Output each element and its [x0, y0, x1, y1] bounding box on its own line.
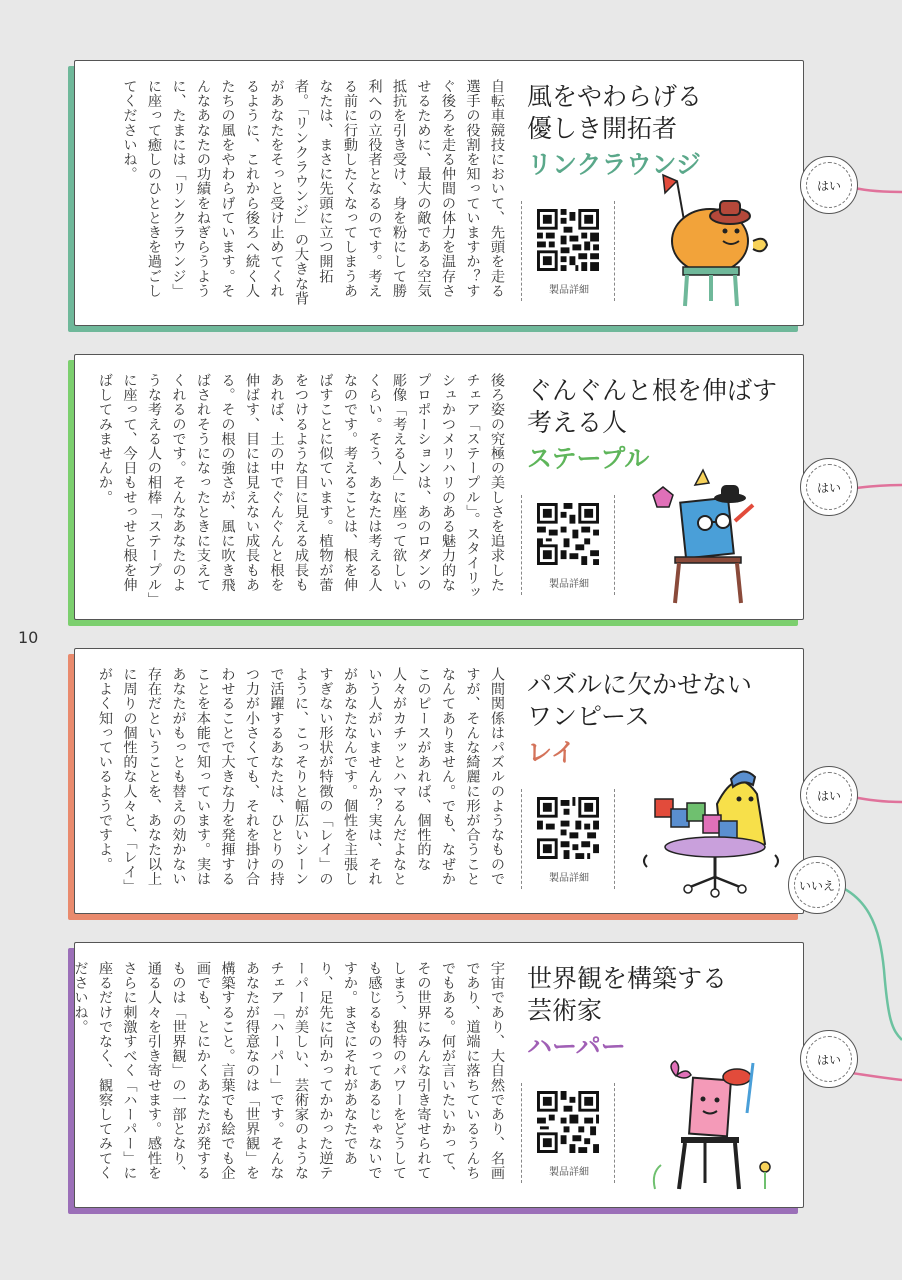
- artist-chair-character-icon: [635, 1053, 785, 1193]
- product-name: レイ: [527, 738, 576, 767]
- card-body: [74, 648, 804, 914]
- qr-section[interactable]: [521, 789, 615, 889]
- yes-badge[interactable]: [800, 156, 858, 214]
- qr-section[interactable]: [521, 495, 615, 595]
- yes-badge[interactable]: [800, 766, 858, 824]
- title-line-2: 考える人: [527, 408, 628, 437]
- title-line-2: ワンピース: [527, 702, 650, 731]
- yes-badge[interactable]: [800, 458, 858, 516]
- qr-code-icon[interactable]: [537, 797, 599, 859]
- qr-code-icon[interactable]: [537, 1091, 599, 1153]
- card-title: [527, 669, 797, 769]
- card-body: [74, 942, 804, 1208]
- card-body-text: 自転車競技において、先頭を走る選手の役割を知っていますか？すぐ後ろを走る仲間の体力を温存させるために、最大の敵である空気抵抗を引き受け、身を粉にして勝利への立役者となるのです。考える前に行動したくなってしまうあなたは、まさに先頭に立つ開拓者。「リンクラウンジ」の大きな背があなたをそっと受け止めてくれるように、これから後ろへ続く人たちの風をやわらげています。そんなあなたの功績をねぎらうように、たまには「リンクラウンジ」に座って癒しのひとときを過ごしてくださいね。: [121, 79, 505, 306]
- qr-label: 製品詳細: [549, 1167, 589, 1178]
- card-body: [74, 60, 804, 326]
- qr-section[interactable]: [521, 201, 615, 301]
- card-body: [74, 354, 804, 620]
- yes-badge[interactable]: [800, 1030, 858, 1088]
- yes-badge-label: はい: [816, 788, 841, 803]
- yes-badge-label: はい: [816, 178, 841, 193]
- card-body-text: 宇宙であり、大自然であり、名画であり、道端に落ちているうんちでもある。何が言いたいかって、その世界にみんな引き寄せられてしまう、独特のパワーをどうしても感じるものってあるじゃないですか。まさにそれがあなたであり、足先に向かってかかった逆テーパーが美しい、芸術家のようなチェア「ハーパー」です。そんなあなたが得意なのは「世界観」を構築すること。言葉でも絵でも企画でも、とにかくあなたが発するものは「世界観」の一部となり、通る人々を引き寄せます。感性をさらに刺激すべく「ハーパー」に座るだけでなく、観察してみてくださいね。: [72, 961, 505, 1180]
- card-title: [527, 81, 797, 181]
- qr-label: 製品詳細: [549, 873, 589, 884]
- puzzle-chair-character-icon: [635, 759, 785, 899]
- yes-badge-label: はい: [816, 480, 841, 495]
- qr-label: 製品詳細: [549, 579, 589, 590]
- card-body-text: 後ろ姿の究極の美しさを追求したチェア「ステープル」。スタイリッシュかつメリハリのある魅力的なプロポーションは、あのロダンの彫像「考える人」に座って欲しいくらい。そう、あなたは考える人なのです。考えることは、根を伸ばすことに似ています。植物が蕾をつけるような目に見える成長もあれば、土の中でぐんぐんと根を伸ばす、目には見えない成長もある。その根の強さが、風に吹き飛ばされそうになったときに支えてくれるのです。そんなあなたのような考える人の相棒「ステープル」に座って、今日もせっせと根を伸ばしてみませんか。: [97, 373, 505, 600]
- card-ray: [68, 648, 804, 920]
- title-line-2: 優しき開拓者: [527, 114, 678, 143]
- card-link-lounge: [68, 60, 804, 332]
- card-title: [527, 963, 797, 1063]
- title-line-1: 風をやわらげる: [527, 82, 703, 111]
- product-name: リンクラウンジ: [527, 150, 701, 179]
- no-badge-label: いいえ: [798, 878, 835, 893]
- qr-code-icon[interactable]: [537, 209, 599, 271]
- product-name: ステープル: [527, 444, 650, 473]
- flag-chair-character-icon: [635, 171, 785, 311]
- page-number: 10: [18, 628, 39, 647]
- product-name: ハーパー: [527, 1032, 626, 1061]
- title-line-1: パズルに欠かせない: [527, 670, 753, 699]
- yes-badge-label: はい: [816, 1052, 841, 1067]
- card-staple: [68, 354, 804, 626]
- card-body-text: 人間関係はパズルのようなものですが、そんな綺麗に形が合うことなんてありません。でも、なぜかこのピースがあれば、個性的な人々がカチッとハマるんだよなという人がいませんか？実は、それがあなたなんです。個性を主張しすぎない形状が特徴の「レイ」のように、こっそりと幅広いシーンで活躍するあなたは、ひとりの持つ力が小さくても、それを掛け合わせることで大きな力を発揮することを本能で知っています。実はあなたがもっとも替えの効かない存在だということを、あなた以上に周りの個性的な人々と、「レイ」がよく知っているようですよ。: [97, 667, 505, 894]
- qr-section[interactable]: [521, 1083, 615, 1183]
- thinker-chair-character-icon: [635, 465, 785, 605]
- title-line-1: ぐんぐんと根を伸ばす: [527, 376, 778, 405]
- no-badge[interactable]: [788, 856, 846, 914]
- title-line-2: 芸術家: [527, 996, 603, 1025]
- card-harper: [68, 942, 804, 1214]
- qr-label: 製品詳細: [549, 285, 589, 296]
- card-title: [527, 375, 797, 475]
- qr-code-icon[interactable]: [537, 503, 599, 565]
- title-line-1: 世界観を構築する: [527, 964, 728, 993]
